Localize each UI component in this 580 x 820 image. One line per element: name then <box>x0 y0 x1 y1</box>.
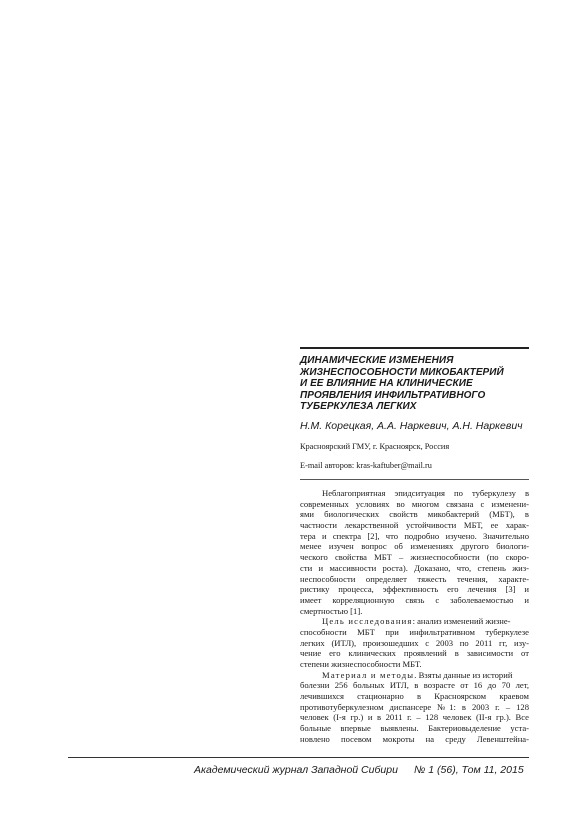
body-line: чение его клинических проявлений в зависимости от <box>300 648 529 659</box>
body-line: имеет корреляционную связь с заболеваемостью и <box>300 594 529 605</box>
article-authors: Н.М. Корецкая, А.А. Наркевич, А.Н. Наркевич <box>300 420 523 432</box>
footer-journal-name: Академический журнал Западной Сибири <box>194 764 398 776</box>
body-line: человек (I-я гр.) и в 2011 г. – 128 человек (II-я гр.). Все <box>300 712 529 723</box>
title-line: ДИНАМИЧЕСКИЕ ИЗМЕНЕНИЯ <box>300 355 454 366</box>
section-lead: Материал и методы <box>322 669 415 680</box>
title-line: И ЕЕ ВЛИЯНИЕ НА КЛИНИЧЕСКИЕ <box>300 378 473 390</box>
author-email: E-mail авторов: kras-kaftuber@mail.ru <box>300 461 432 470</box>
body-line: современных условиях во многом связана с изменени- <box>300 498 529 509</box>
body-line <box>300 616 529 627</box>
footer-issue-info: № 1 (56), Том 11, 2015 <box>414 764 524 776</box>
body-line: новлено посевом мокроты на среду Левенштейна- <box>300 733 529 744</box>
body-line <box>300 670 529 681</box>
body-line: ческого свойства МБТ – жизнеспособности (по скоро- <box>300 552 529 563</box>
body-line: смертностью [1]. <box>300 605 363 616</box>
body-line: степени жизнеспособности МБТ. <box>300 659 422 669</box>
body-line: лечившихся стационарно в Красноярском краевом <box>300 691 529 702</box>
body-line: сти и массивности роста). Доказано, что, степень жиз- <box>300 562 529 573</box>
article-body <box>300 488 529 745</box>
body-line: частности лекарственной устойчивости МБТ, ее харак- <box>300 520 529 531</box>
body-line: болезни 256 больных ИТЛ, в возрасте от 16 до 70 лет, <box>300 680 529 691</box>
body-line-text: : анализ изменений жизне- <box>412 616 511 627</box>
footer-rule <box>68 757 529 758</box>
title-top-rule <box>300 347 529 349</box>
article-title <box>300 355 532 413</box>
body-line: неспособности определяет тяжесть течения, характе- <box>300 573 529 584</box>
body-line: способности МБТ при инфильтративном туберкулезе <box>300 626 529 637</box>
title-line: ТУБЕРКУЛЕЗА ЛЕГКИХ <box>300 401 417 413</box>
body-line: Неблагоприятная эпидситуация по туберкулезу в <box>322 488 529 498</box>
header-bottom-rule <box>300 479 529 480</box>
body-line: тера и спектра [2], что подробно изучено. Значительно <box>300 530 529 541</box>
body-line: менее изучен вопрос об изменениях другого биологи- <box>300 541 529 552</box>
author-affiliation: Красноярский ГМУ, г. Красноярск, Россия <box>300 442 450 451</box>
title-line: ПРОЯВЛЕНИЯ ИНФИЛЬТРАТИВНОГО <box>300 389 486 401</box>
body-line-text: . Взяты данные из историй <box>414 669 513 680</box>
body-line: легких (ИТЛ), произошедших с 2003 по 2011 гг, изу- <box>300 637 529 648</box>
body-line: противотуберкулезном диспансере №1: в 2003 г. – 128 <box>300 701 529 712</box>
body-line: ями биологических свойств микобактерий (МБТ), в <box>300 509 529 520</box>
section-lead: Цель исследования <box>322 616 413 627</box>
body-line: ристику процесса, эффективность его лечения [3] и <box>300 584 529 595</box>
body-line: больные впервые выявлены. Бактериовыделение уста- <box>300 723 529 734</box>
title-line: ЖИЗНЕСПОСОБНОСТИ МИКОБАКТЕРИЙ <box>300 366 504 378</box>
